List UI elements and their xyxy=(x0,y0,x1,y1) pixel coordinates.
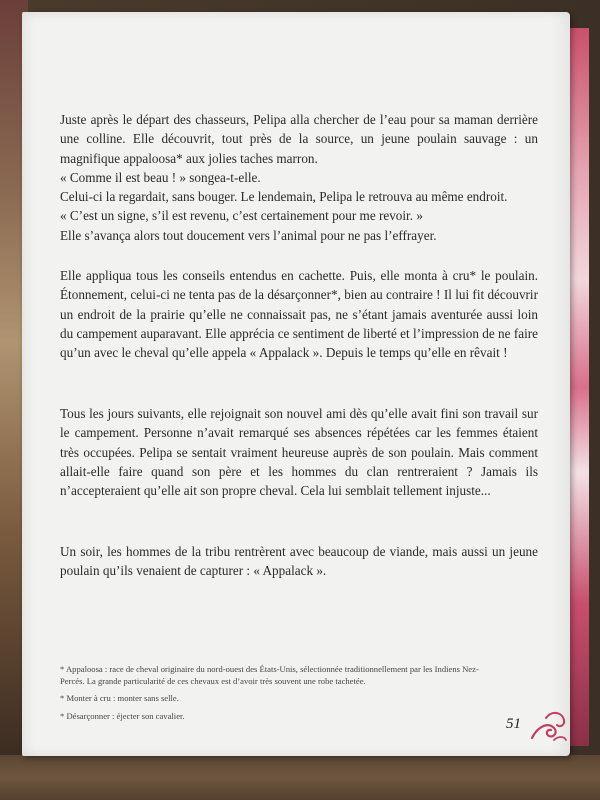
footnote-monter-a-cru: * Monter à cru : monter sans selle. xyxy=(60,693,179,703)
paragraph-1-line-5: Elle s’avança alors tout doucement vers l’animal pour ne pas l’effrayer. xyxy=(60,227,437,243)
paragraph-3-text: Tous les jours suivants, elle rejoignait son nouvel ami dès qu’elle avait fini son travail sur le campement. Personne n’avait remarqué ses absences répétées car les femmes étaient très occupées. Pelipa se sentait vraiment heureuse auprès de son poulain. Mais comment allait-elle faire quand son père et les hommes du clan rentreraient ? Jamais ils n’accepteraient qu’elle ait son propre cheval. Cela lui semblait tellement injuste... xyxy=(60,406,538,499)
paragraph-4-text: Un soir, les hommes de la tribu rentrèrent avec beaucoup de viande, mais aussi un jeune poulain qu’ils venaient de capturer : « Appalack ». xyxy=(60,544,538,579)
story-paragraph-1 xyxy=(60,110,538,245)
swirl-ornament-icon xyxy=(528,708,568,744)
paragraph-2-text: Elle appliqua tous les conseils entendus en cachette. Puis, elle monta à cru* le poulain. Étonnement, celui-ci ne tenta pas de la désarçonner*, bien au contraire ! Il lui fit découvrir un endroit de la prairie qu’elle ne connaissait pas, ne s’étant jamais aventurée aussi loin du campement auparavant. Elle apprécia ce sentiment de liberté et l’impression de ne faire qu’un avec le cheval qu’elle appela « Appalack ». Depuis le temps qu’elle en rêvait ! xyxy=(60,268,538,361)
footnote-appaloosa: * Appaloosa : race de cheval originaire du nord-ouest des États-Unis, sélectionnée traditionnellement par les Indiens Nez-Percés. La grande particularité de ces chevaux est d’avoir très souvent une robe tachetée. xyxy=(60,664,479,686)
footnotes xyxy=(60,664,480,728)
paragraph-1-line-1: Juste après le départ des chasseurs, Pelipa alla chercher de l’eau pour sa maman derrière une colline. Elle découvrit, tout près de la source, un jeune poulain sauvage : un magnifique appaloosa* aux jolies taches marron. xyxy=(60,112,538,166)
paragraph-1-line-3: Celui-ci la regardait, sans bouger. Le lendemain, Pelipa le retrouva au même endroit. xyxy=(60,189,508,205)
story-paragraph-3 xyxy=(60,404,538,500)
paragraph-1-line-2: « Comme il est beau ! » songea-t-elle. xyxy=(60,169,261,185)
paragraph-1-line-4: « C’est un signe, s’il est revenu, c’est certainement pour me revoir. » xyxy=(60,208,423,224)
story-paragraph-2 xyxy=(60,266,538,362)
table-surface xyxy=(0,755,600,800)
footnote-desarconner: * Désarçonner : éjecter son cavalier. xyxy=(60,710,185,721)
story-paragraph-4 xyxy=(60,542,538,581)
book-page xyxy=(22,12,570,756)
page-number: 51 xyxy=(506,716,521,732)
